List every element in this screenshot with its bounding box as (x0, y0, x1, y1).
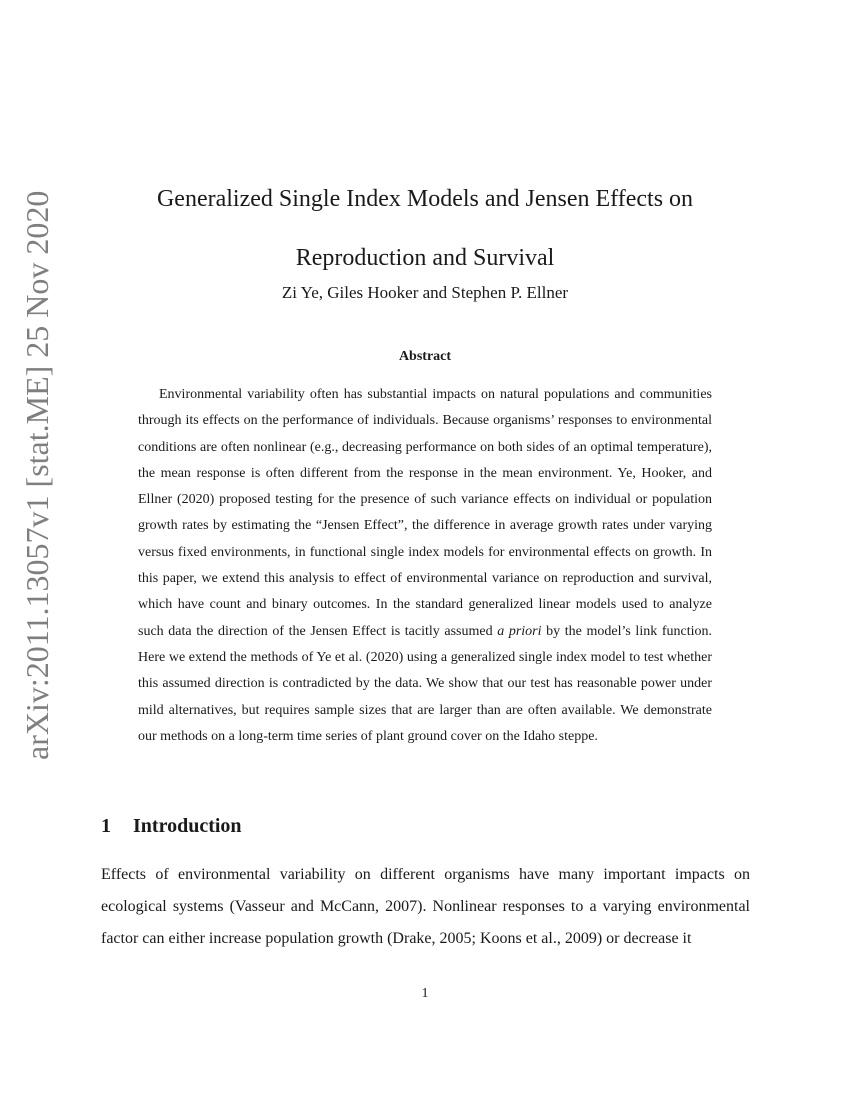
author-list: Zi Ye, Giles Hooker and Stephen P. Ellner (281, 283, 569, 302)
section-heading-introduction (101, 812, 242, 840)
introduction-paragraph: Effects of environmental variability on different organisms have many important impacts on ecological systems (Vasseur and McCann, 2007). Nonlinear responses to a varying environmental factor can either increase population growth (Drake, 2005; Koons et al., 2009) or decrease it (101, 866, 750, 947)
abstract-body (138, 382, 712, 750)
abstract-emphasis: a priori (497, 623, 542, 639)
paper-title: Generalized Single Index Models and Jensen Effects on Reproduction and Survival (156, 186, 694, 271)
abstract-text-part2: by the model’s link function. Here we extend the methods of Ye et al. (2020) using a generalized single index model to test whether this assumed direction is contradicted by the data. We show that our test has reasonable power under mild alternatives, but requires sample sizes that are larger than are often available. We demonstrate our methods on a long-term time series of plant ground cover on the Idaho steppe. (138, 623, 712, 744)
section-title: Introduction (133, 815, 242, 837)
page-number: 1 (421, 986, 429, 1001)
section-number: 1 (101, 815, 111, 837)
abstract-heading: Abstract (398, 349, 452, 364)
abstract-text-part1: Environmental variability often has substantial impacts on natural populations and communities through its effects on the performance of individuals. Because organisms’ responses to environmental conditions are often nonlinear (e.g., decreasing performance on both sides of an optimal temperature), the mean response is often different from the response in the mean environment. Ye, Hooker, and Ellner (2020) proposed testing for the presence of such variance effects on individual or population growth rates by estimating the “Jensen Effect”, the difference in average growth rates under varying versus fixed environments, in functional single index models for environmental effects on growth. In this paper, we extend this analysis to effect of environmental variance on reproduction and survival, which have count and binary outcomes. In the standard generalized linear models used to analyze such data the direction of the Jensen Effect is tacitly assumed (138, 387, 712, 639)
arxiv-identifier-stamp: arXiv:2011.13057v1 [stat.ME] 25 Nov 2020 (19, 190, 55, 760)
